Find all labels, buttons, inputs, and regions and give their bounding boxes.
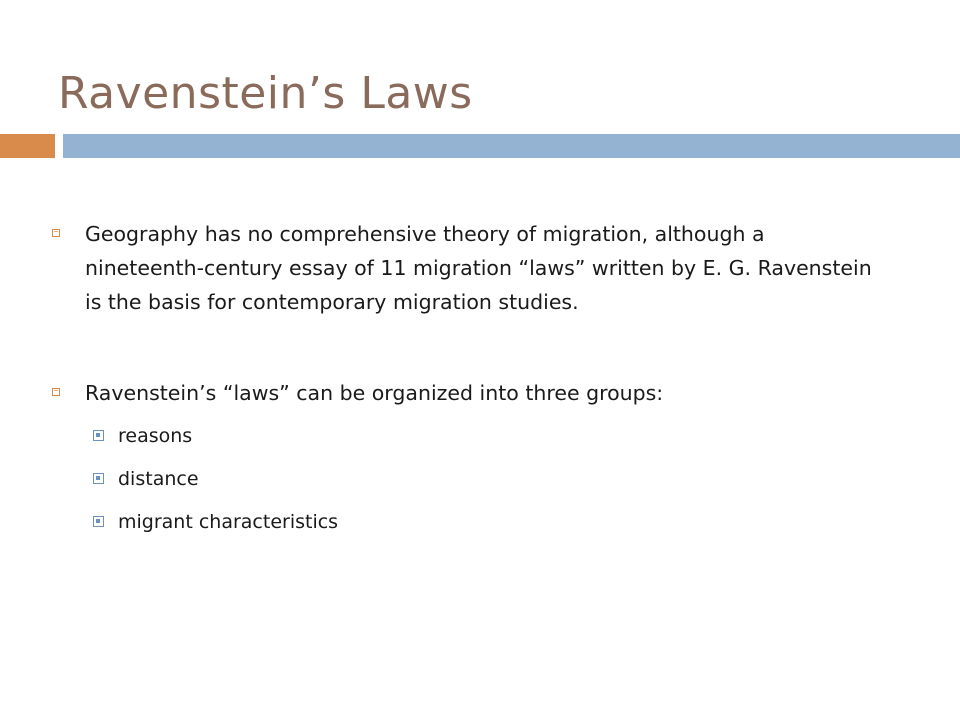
bullet-item xyxy=(85,217,875,319)
bullet-item xyxy=(85,376,875,410)
square-bullet-icon xyxy=(52,229,60,237)
filled-square-bullet-icon xyxy=(93,516,104,527)
sub-bullet-item xyxy=(118,509,338,535)
sub-bullet-item xyxy=(118,466,199,492)
sub-bullet-text: distance xyxy=(118,468,199,490)
sub-bullet-text: reasons xyxy=(118,425,193,447)
square-bullet-icon xyxy=(52,388,60,396)
slide-title: Ravenstein’s Laws xyxy=(58,68,473,119)
sub-bullet-item xyxy=(118,423,192,449)
filled-square-bullet-icon xyxy=(93,473,104,484)
filled-square-bullet-icon xyxy=(93,430,104,441)
bullet-text: Geography has no comprehensive theory of migration, although a nineteenth-century essay of 11 migration “laws” written by E. G. Ravenstein is the basis for contemporary migration studies. xyxy=(85,222,872,314)
sub-bullet-text: migrant characteristics xyxy=(118,511,339,533)
bullet-text: Ravenstein’s “laws” can be organized into three groups: xyxy=(85,381,664,405)
